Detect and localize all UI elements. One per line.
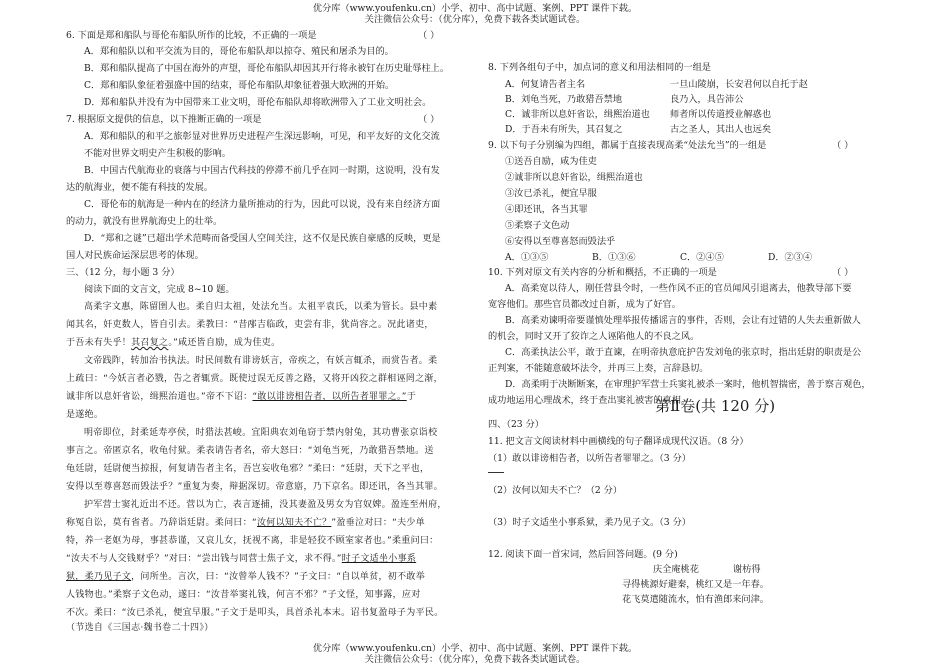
question-6: 6. 下面是郑和船队与哥伦布船队所作的比较，不正确的一项是: [66, 30, 317, 41]
section-3-instruction: 阅读下面的文言文，完成 8~10 题。: [84, 284, 235, 295]
underlined-sentence-3-cont: 狱，柔乃见子文: [66, 572, 132, 582]
q7-option-a: A．郑和船队的和平之旅彰显对世界历史进程产生深远影响，可见，和平友好的文化交流: [84, 131, 440, 142]
poem-line-1: 寻得桃源好避秦，桃红又是一年春。: [622, 579, 769, 590]
q8-option-c-left: C．诚非所以息奸省讼，缉熙治道也: [505, 109, 650, 120]
question-7: 7. 根据原文提供的信息，以下推断正确的一项是: [66, 114, 262, 125]
q10-option-c: C．高柔执法公平，敢于直谏，在明帝执意庇护告发刘龟的张京时，指出廷尉的职责是公: [505, 347, 862, 358]
passage-line: 诚非所以息奸省讼，缉熙治道也。”帝不下诏：“敢以诽谤相告者，以所告者罪罪之。”于: [66, 392, 417, 402]
passage-line: 事言之。帝匿京名，收龟付狱。柔表请告者名，帝大怒曰：“刘龟当死，乃敢猎吾禁地。送: [66, 446, 434, 456]
q7-answer-paren: （ ）: [418, 114, 440, 125]
q11-item-2: （2）汝何以知夫不亡？（2 分）: [488, 485, 623, 496]
q10-option-d: D．高柔明于决断断案，在审理护军营士兵窦礼被杀一案时，他机智揣密，善于察言观色，: [505, 379, 871, 390]
poem-line-2: 花飞莫遣随流水，怕有渔郎来问津。: [622, 594, 769, 605]
q8-option-b-right: 良乃入，具告沛公: [670, 94, 744, 105]
q9-item-4: ④即还讯，各当其罪: [505, 204, 588, 215]
q9-item-5: ⑤柔察子文色动: [505, 220, 570, 231]
q6-answer-paren: （ ）: [418, 30, 440, 41]
section-3-title: 三、（12 分，每小题 3 分）: [66, 267, 180, 278]
underlined-sentence-3: 时子文适坐小事系: [341, 554, 417, 564]
question-9: 9. 以下句子分别编为四组，都属于直接表现高柔“处法允当”的一组是: [488, 140, 767, 151]
page-footer: [0, 643, 950, 665]
q9-item-6: ⑥安得以至尊喜怒而毁法乎: [505, 236, 616, 247]
q10-option-a-cont: 宽容他们。那些官员都改过自新，成为了好官。: [488, 299, 681, 310]
q8-option-a-right: 一旦山陵崩，长安君何以自托于赵: [670, 79, 808, 90]
poem-title: 庆全庵桃花: [653, 564, 699, 575]
underlined-sentence-1: “敢以诽谤相告者，以所告者罪罪之。”: [252, 392, 407, 402]
q10-option-d-cont: 成功地运用心理战术，终于查出窦礼被害的真相。: [488, 395, 691, 406]
question-8: 8. 下列各组句子中，加点词的意义和用法相同的一组是: [488, 62, 711, 73]
q11-item-3: （3）时子文适坐小事系狱，柔乃见子文。（3 分）: [488, 517, 691, 528]
passage-line: 闻其名，奸吏数人，皆自引去。柔教曰：“昔邴吉临政，吏尝有非，犹尚容之。况此诸吏，: [66, 320, 434, 330]
passage-line: 安得以至尊喜怒而毁法乎？”重复为奏，辩据深切。帝意寤，乃下京名。即还讯，各当其罪。: [66, 482, 443, 492]
q11-item-1: （1）敢以诽谤相告者，以所告者罪罪之。（3 分）: [488, 453, 691, 464]
passage-line: 是遂绝。: [66, 410, 104, 420]
q10-answer-paren: （ ）: [832, 267, 854, 278]
q10-option-b-cont: 的机会，同时又开了狡诈之人诬陷他人的不良之风。: [488, 331, 700, 342]
passage-line: 于吾未有失乎！其召复之。”咸还皆自励，成为佳吏。: [66, 338, 281, 348]
q7-option-b: B．中国古代航海业的衰落与中国古代科技的停滞不前几乎在同一时期，这说明，没有发: [84, 165, 440, 176]
q6-option-c: C．郑和船队象征着强盛中国的结束，哥伦布船队却象征着强大欧洲的开始。: [84, 80, 395, 91]
footer-line-1: 优分库（www.youfenku.cn）小学、初中、高中试题、案例、PPT 课件下载。: [312, 643, 638, 654]
answer-line: [488, 472, 504, 473]
q8-option-c-right: 师者所以传道授业解惑也: [670, 109, 772, 120]
page-header: [0, 3, 950, 25]
q8-option-b-left: B．刘龟当死，乃敢猎吾禁地: [505, 94, 623, 105]
header-line-1: 优分库（www.youfenku.cn）小学、初中、高中试题、案例、PPT 课件下载。: [312, 3, 638, 14]
q6-option-b: B．郑和船队提高了中国在海外的声望，哥伦布船队却因其开行将永被钉在历史耻辱柱上。: [84, 63, 450, 74]
q10-option-c-cont: 正判案，不能随意破坏法令，并再三上奏，言辞恳切。: [488, 363, 709, 374]
footer-line-2: 关注微信公众号：（优分库），免费下载各类试题试卷。: [364, 654, 586, 665]
underlined-sentence-2: 汝何以知夫不亡？: [256, 518, 332, 528]
q10-option-a: A．高柔宽以待人，刚任营县令时，一些作风不正的官员闻风引退离去，他教导部下要: [505, 283, 852, 294]
q9-item-3: ③汝已杀礼，便宜早服: [505, 188, 597, 199]
passage-source: （节选自《三国志·魏书卷二十四》）: [66, 623, 214, 633]
volume-2-title: 第Ⅱ卷(共 120 分): [655, 397, 776, 415]
q6-option-a: A．郑和船队以和平交流为目的，哥伦布船队却以掠夺、殖民和屠杀为目的。: [84, 46, 394, 57]
q7-option-d: D．“郑和之谜”已超出学术范畴而备受国人空间关注，这不仅是民族自豪感的反映，更是: [84, 233, 441, 244]
passage-line: 护军营士窦礼近出不还。营以为亡，表言逐捕，没其妻盈及男女为官奴婢。盈连至州府，: [84, 500, 447, 510]
q9-option-d: D．②③④: [768, 252, 813, 263]
q9-option-a: A．①③⑤: [505, 252, 549, 263]
q9-item-1: ①送吾自励，咸为佳吏: [505, 156, 597, 167]
q7-option-c: C．哥伦布的航海是一种内在的经济力量所推动的行为，因此可以说，没有来自经济方面: [84, 199, 441, 210]
passage-line: 人钱物也。”柔察子文色动，遂曰：“汝昔举窦礼钱，何言不邪？”子文怪，知事露，应对: [66, 590, 421, 600]
q8-option-d-left: D．于吾未有所失，其召复之: [505, 124, 623, 135]
section-4-title: 四、（23 分）: [488, 419, 544, 430]
q7-option-c-cont: 的动力，就没有世界航海史上的壮举。: [66, 216, 223, 227]
passage-line: 明帝即位，封柔延寿亭侯，时猎法甚峻。宜阳典农刘龟窃于禁内射兔，其功曹张京诣校: [84, 428, 438, 438]
question-11: 11. 把文言文阅读材料中画横线的句子翻译成现代汉语。（8 分）: [488, 436, 749, 447]
passage-line: 称冤自讼，莫有省者。乃辞诣廷尉。柔问曰：“汝何以知夫不亡？”盈垂泣对曰：“夫少单: [66, 518, 426, 528]
q9-answer-paren: （ ）: [832, 140, 854, 151]
passage-line: “汝夫不与人交钱财乎？”对曰：“尝出钱与同营士焦子文，求不得。”时子文适坐小事系: [66, 554, 417, 564]
poem-author: 谢枋得: [733, 564, 761, 575]
passage-line: 狱，柔乃见子文，问所坐。言次，曰：“汝曾举人钱不？”子文曰：“自以单贫，初不敢举: [66, 572, 425, 582]
q9-option-c: C．②④⑤: [680, 252, 724, 263]
q7-option-d-cont: 国人对民族命运深层思考的体现。: [66, 250, 204, 261]
q10-option-b: B．高柔劝谏明帝要谨慎处理举报传播谣言的事件，否则，会让有过错的人失去重新做人: [505, 315, 861, 326]
passage-line: 上疏曰：“今妖言者必戮，告之者辄赏。既使过误无反善之路，又将开凶狡之群相诬罔之渐，: [66, 374, 443, 384]
passage-line: 不次。柔曰：“汝已杀礼，便宜早服。”子文于是叩头，具首杀礼本末。诏书复盈母子为平民。: [66, 608, 444, 618]
passage-line: 特，养一老妪为母，事甚恭谨，又哀儿女，抚视不离，非是轻狡不顾室家者也。”柔重问曰：: [66, 536, 439, 546]
header-line-2: 关注微信公众号：（优分库），免费下载各类试题试卷。: [364, 14, 586, 25]
question-12: 12. 阅读下面一首宋词，然后回答问题。(9 分): [488, 549, 678, 560]
q7-option-a-cont: 不能对世界文明史产生积极的影响。: [84, 148, 231, 159]
q9-item-2: ②诚非所以息奸省讼，缉熙治道也: [505, 172, 643, 183]
q9-option-b: B．①③⑥: [592, 252, 636, 263]
q6-option-d: D．郑和船队并没有为中国带来工业文明，哥伦布船队却将欧洲带入了工业文明社会。: [84, 97, 432, 108]
q7-option-b-cont: 达的航海业，便不能有科技的发展。: [66, 182, 213, 193]
passage-line: 文帝践阼，转加治书执法。时民间数有诽谤妖言，帝疾之，有妖言辄杀，而赏告者。柔: [84, 356, 438, 366]
q8-option-a-left: A．何复请告者主名: [505, 79, 586, 90]
passage-line: 高柔字文惠，陈留圉人也。柔自归太祖，处法允当。太祖平袁氏，以柔为管长。县中素: [84, 302, 438, 312]
q8-option-d-right: 古之圣人，其出人也远矣: [670, 124, 772, 135]
passage-line: 龟廷尉，廷尉便当掠报，何复请告者主名，吾岂妄收龟邪？”柔曰：“廷尉，天下之平也，: [66, 464, 430, 474]
underlined-phrase: 其召复之: [131, 338, 169, 348]
question-10: 10. 下列对原文有关内容的分析和概括，不正确的一项是: [488, 267, 717, 278]
